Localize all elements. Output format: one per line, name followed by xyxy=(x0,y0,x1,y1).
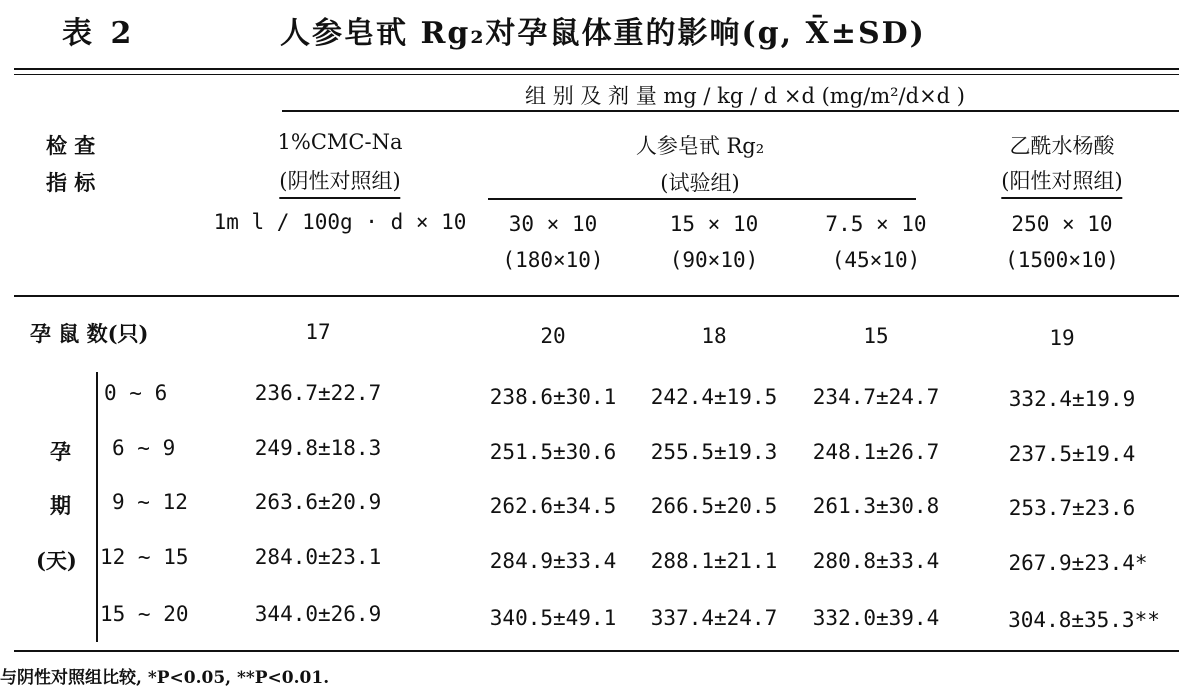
table-cell: 284.0±23.1 xyxy=(254,545,382,569)
table-cell: 267.9±23.4* xyxy=(1008,551,1148,575)
table-cell: 288.1±21.1 xyxy=(650,549,778,573)
table-cell: 280.8±33.4 xyxy=(812,549,940,573)
col-cmc-name: 1%CMC-Na xyxy=(277,130,403,154)
col-cmc-sub: (阴性对照组) xyxy=(279,165,400,199)
period-range: 6 ~ 9 xyxy=(112,436,176,460)
top-rule-thin xyxy=(14,74,1179,75)
index-label-1: 检 查 xyxy=(46,133,96,158)
col-ginseng-sub: (试验组) xyxy=(660,171,740,195)
col-aspirin-dose: 250 × 10 xyxy=(1011,212,1113,236)
period-range: 0 ~ 6 xyxy=(104,381,168,405)
table-cell: 261.3±30.8 xyxy=(812,494,940,518)
bottom-rule xyxy=(14,650,1179,652)
period-label-2: 期 xyxy=(50,493,71,518)
table-cell: 238.6±30.1 xyxy=(489,385,617,409)
col-dose-15-sub: (90×10) xyxy=(669,248,759,272)
group-dose-header: 组 别 及 剂 量 mg / kg / d ×d (mg/m²/d×d ) xyxy=(525,84,965,108)
table-cell: 340.5±49.1 xyxy=(489,606,617,630)
table-title: 人参皂甙 Rg₂对孕鼠体重的影响(g, X̄±SD) xyxy=(280,16,926,51)
col-dose-30-sub: (180×10) xyxy=(502,248,604,272)
table-cell: 249.8±18.3 xyxy=(254,436,382,460)
col-dose-7-5-sub: (45×10) xyxy=(831,248,921,272)
table-label: 表 2 xyxy=(62,16,136,51)
col-dose-15: 15 × 10 xyxy=(669,212,759,236)
table-cell: 253.7±23.6 xyxy=(1008,496,1136,520)
col-aspirin-dose-sub: (1500×10) xyxy=(1005,248,1119,272)
col-dose-30: 30 × 10 xyxy=(508,212,598,236)
footnote: 与阴性对照组比较, *P<0.05, **P<0.01. xyxy=(0,668,330,688)
header-bottom-rule xyxy=(14,295,1179,297)
col-cmc-dose: 1m l / 100g · d × 10 xyxy=(213,210,467,234)
count-7-5: 15 xyxy=(863,324,889,348)
table-cell: 236.7±22.7 xyxy=(254,381,382,405)
table-cell: 234.7±24.7 xyxy=(812,385,940,409)
col-aspirin-name: 乙酰水杨酸 xyxy=(1009,134,1115,158)
period-range: 12 ~ 15 xyxy=(100,545,189,569)
table-cell: 284.9±33.4 xyxy=(489,549,617,573)
ginseng-group-rule xyxy=(488,198,916,200)
count-cmc: 17 xyxy=(305,320,331,344)
col-dose-7-5: 7.5 × 10 xyxy=(825,212,927,236)
table-cell: 248.1±26.7 xyxy=(812,440,940,464)
col-ginseng-name: 人参皂甙 Rg₂ xyxy=(635,134,765,158)
table-cell: 262.6±34.5 xyxy=(489,494,617,518)
count-label: 孕 鼠 数(只) xyxy=(30,321,149,346)
group-dose-rule xyxy=(282,110,1179,112)
table-cell: 255.5±19.3 xyxy=(650,440,778,464)
col-aspirin-sub: (阳性对照组) xyxy=(1001,165,1122,199)
table-cell: 332.4±19.9 xyxy=(1008,387,1136,411)
table-cell: 337.4±24.7 xyxy=(650,606,778,630)
count-15: 18 xyxy=(701,324,727,348)
count-30: 20 xyxy=(540,324,566,348)
table-cell: 344.0±26.9 xyxy=(254,602,382,626)
table-cell: 263.6±20.9 xyxy=(254,490,382,514)
table-cell: 332.0±39.4 xyxy=(812,606,940,630)
period-label-3: (天) xyxy=(36,548,77,573)
period-label-1: 孕 xyxy=(50,439,71,464)
period-bracket xyxy=(96,372,98,642)
table-cell: 251.5±30.6 xyxy=(489,440,617,464)
index-label-2: 指 标 xyxy=(46,170,96,195)
table-cell: 242.4±19.5 xyxy=(650,385,778,409)
period-range: 15 ~ 20 xyxy=(100,602,189,626)
count-aspirin: 19 xyxy=(1049,326,1075,350)
top-rule xyxy=(14,68,1179,70)
table-cell: 237.5±19.4 xyxy=(1008,442,1136,466)
table-cell: 304.8±35.3** xyxy=(1008,608,1160,632)
table-cell: 266.5±20.5 xyxy=(650,494,778,518)
period-range: 9 ~ 12 xyxy=(112,490,188,514)
